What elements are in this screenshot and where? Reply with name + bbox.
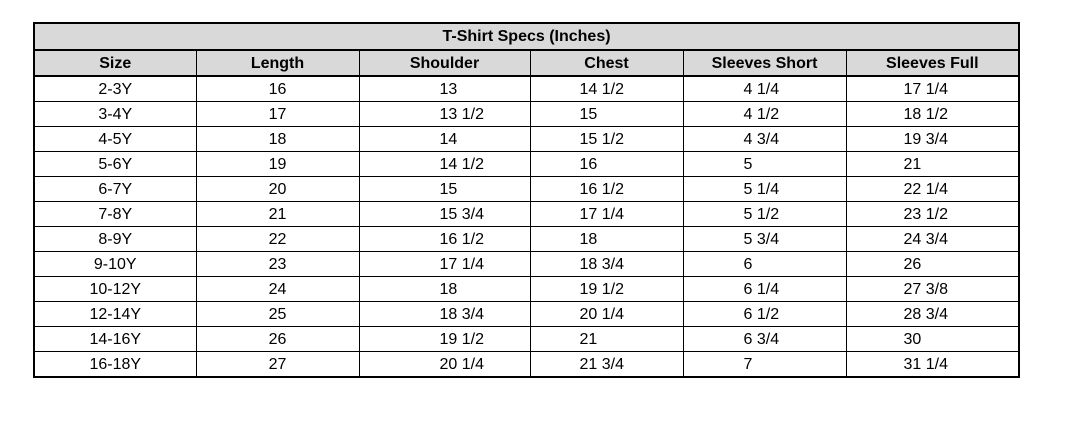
cell-chest: 21 3/4 — [530, 352, 683, 378]
table-row — [34, 352, 1019, 378]
table-row — [34, 127, 1019, 152]
table-row — [34, 302, 1019, 327]
cell-length: 25 — [196, 302, 359, 327]
cell-sleeves-full: 27 3/8 — [846, 277, 1019, 302]
column-header-sleeves-short: Sleeves Short — [683, 50, 846, 76]
cell-size: 10-12Y — [34, 277, 196, 302]
title-row — [34, 23, 1019, 50]
cell-sleeves-full: 22 1/4 — [846, 177, 1019, 202]
cell-sleeves-full: 21 — [846, 152, 1019, 177]
cell-length: 17 — [196, 102, 359, 127]
cell-size: 9-10Y — [34, 252, 196, 277]
column-header-chest: Chest — [530, 50, 683, 76]
specs-table — [33, 22, 1020, 378]
table-row — [34, 102, 1019, 127]
cell-length: 18 — [196, 127, 359, 152]
cell-shoulder: 18 — [359, 277, 530, 302]
cell-chest: 20 1/4 — [530, 302, 683, 327]
cell-sleeves-full: 31 1/4 — [846, 352, 1019, 378]
cell-shoulder: 13 — [359, 76, 530, 102]
cell-size: 4-5Y — [34, 127, 196, 152]
cell-size: 14-16Y — [34, 327, 196, 352]
cell-size: 16-18Y — [34, 352, 196, 378]
cell-shoulder: 20 1/4 — [359, 352, 530, 378]
cell-chest: 15 1/2 — [530, 127, 683, 152]
cell-shoulder: 14 1/2 — [359, 152, 530, 177]
cell-length: 21 — [196, 202, 359, 227]
table-row — [34, 327, 1019, 352]
cell-chest: 21 — [530, 327, 683, 352]
cell-sleeves-short: 7 — [683, 352, 846, 378]
cell-length: 27 — [196, 352, 359, 378]
header-row — [34, 50, 1019, 76]
column-header-size: Size — [34, 50, 196, 76]
table-row — [34, 227, 1019, 252]
cell-chest: 16 — [530, 152, 683, 177]
table-row — [34, 76, 1019, 102]
table-row — [34, 152, 1019, 177]
cell-size: 7-8Y — [34, 202, 196, 227]
table-row — [34, 277, 1019, 302]
cell-sleeves-short: 4 1/4 — [683, 76, 846, 102]
cell-shoulder: 18 3/4 — [359, 302, 530, 327]
column-header-length: Length — [196, 50, 359, 76]
table-body — [34, 76, 1019, 377]
cell-chest: 19 1/2 — [530, 277, 683, 302]
cell-length: 16 — [196, 76, 359, 102]
cell-length: 19 — [196, 152, 359, 177]
cell-length: 23 — [196, 252, 359, 277]
cell-size: 12-14Y — [34, 302, 196, 327]
cell-sleeves-full: 28 3/4 — [846, 302, 1019, 327]
cell-shoulder: 15 3/4 — [359, 202, 530, 227]
cell-sleeves-full: 19 3/4 — [846, 127, 1019, 152]
column-header-shoulder: Shoulder — [359, 50, 530, 76]
cell-shoulder: 17 1/4 — [359, 252, 530, 277]
cell-sleeves-short: 6 3/4 — [683, 327, 846, 352]
cell-sleeves-short: 6 1/4 — [683, 277, 846, 302]
cell-shoulder: 16 1/2 — [359, 227, 530, 252]
cell-chest: 18 — [530, 227, 683, 252]
cell-chest: 14 1/2 — [530, 76, 683, 102]
cell-sleeves-short: 4 3/4 — [683, 127, 846, 152]
cell-sleeves-short: 6 1/2 — [683, 302, 846, 327]
cell-size: 8-9Y — [34, 227, 196, 252]
cell-chest: 17 1/4 — [530, 202, 683, 227]
cell-size: 3-4Y — [34, 102, 196, 127]
cell-size: 5-6Y — [34, 152, 196, 177]
cell-sleeves-full: 30 — [846, 327, 1019, 352]
cell-sleeves-full: 23 1/2 — [846, 202, 1019, 227]
cell-length: 24 — [196, 277, 359, 302]
cell-sleeves-short: 5 1/2 — [683, 202, 846, 227]
cell-length: 26 — [196, 327, 359, 352]
cell-sleeves-full: 18 1/2 — [846, 102, 1019, 127]
table-row — [34, 177, 1019, 202]
cell-chest: 15 — [530, 102, 683, 127]
table-row — [34, 252, 1019, 277]
table-row — [34, 202, 1019, 227]
cell-shoulder: 14 — [359, 127, 530, 152]
table-title: T-Shirt Specs (Inches) — [34, 23, 1019, 50]
cell-shoulder: 13 1/2 — [359, 102, 530, 127]
cell-sleeves-full: 24 3/4 — [846, 227, 1019, 252]
cell-shoulder: 15 — [359, 177, 530, 202]
cell-sleeves-short: 4 1/2 — [683, 102, 846, 127]
cell-sleeves-full: 17 1/4 — [846, 76, 1019, 102]
cell-sleeves-short: 5 3/4 — [683, 227, 846, 252]
cell-shoulder: 19 1/2 — [359, 327, 530, 352]
cell-size: 2-3Y — [34, 76, 196, 102]
cell-sleeves-short: 5 1/4 — [683, 177, 846, 202]
cell-sleeves-short: 6 — [683, 252, 846, 277]
column-header-sleeves-full: Sleeves Full — [846, 50, 1019, 76]
cell-sleeves-short: 5 — [683, 152, 846, 177]
cell-size: 6-7Y — [34, 177, 196, 202]
cell-length: 22 — [196, 227, 359, 252]
cell-sleeves-full: 26 — [846, 252, 1019, 277]
cell-chest: 16 1/2 — [530, 177, 683, 202]
cell-chest: 18 3/4 — [530, 252, 683, 277]
cell-length: 20 — [196, 177, 359, 202]
